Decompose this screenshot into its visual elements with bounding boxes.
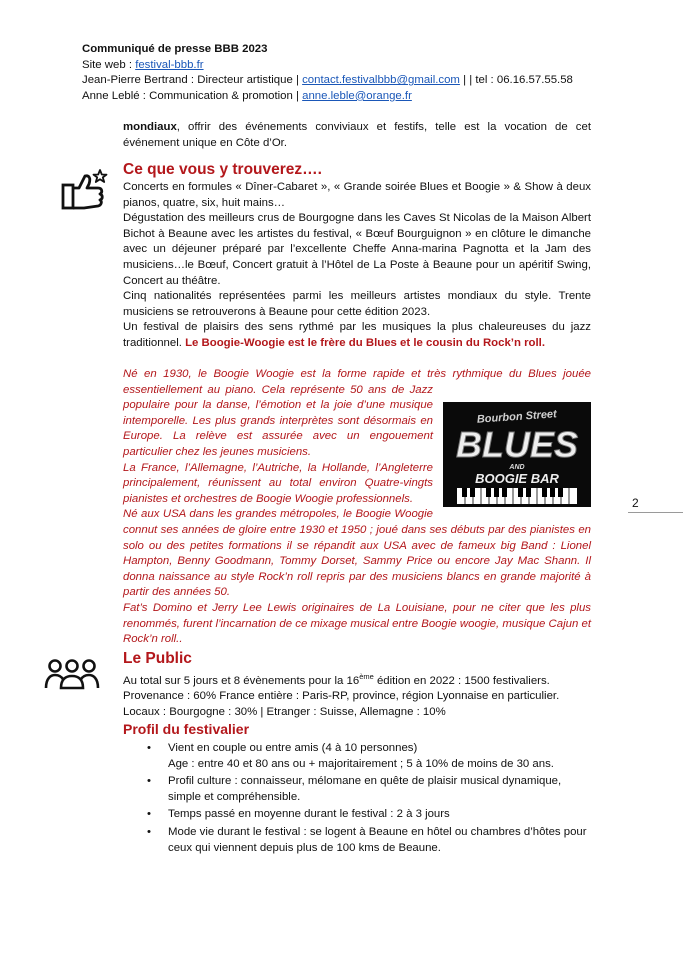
section-title-public: Le Public [123, 650, 192, 667]
history-text [123, 367, 591, 648]
section-title-profile: Profil du festivalier [123, 721, 250, 737]
logo-line-2: BLUES [455, 424, 579, 465]
section-title-what-you-find: Ce que vous y trouverez…. [123, 161, 322, 178]
festival-text: Un festival de plaisirs des sens rythmé par les musiques la plus chaleureuses du jazz traditionnel. [123, 321, 591, 349]
website-label: Site web : [82, 58, 136, 71]
tasting-paragraph: Dégustation des meilleurs crus de Bourgogne dans les Caves St Nicolas de la Maison Albert Bichot à Beaune avec les artistes du festival, « Bœuf Bourguignon » en clôture le dimanche avec un déjeuner préparé par l’excellente Cheffe Anna-marina Pagnotta et la Jam des musiciens…le Bœuf, Concert gratuit à l’Hôtel de La Poste à Beaune pour un apéritif Swing, Concert au théâtre. [123, 212, 591, 287]
contact-line-director [82, 73, 573, 89]
profile-item-text: • Temps passé en moyenne durant le festival : 2 à 3 jours [168, 808, 450, 821]
director-email-link[interactable]: contact.festivalbbb@gmail.com [302, 74, 460, 87]
communication-label: Anne Leblé : Communication & promotion | [82, 89, 303, 102]
intro-paragraph [123, 120, 591, 151]
piano-keys-graphic [457, 488, 577, 504]
list-item [145, 807, 593, 823]
website-line [82, 58, 573, 74]
history-paragraph-4: Fat’s Domino et Jerry Lee Lewis originaires de La Louisiane, pour ne citer que les plus renommés, furent l’incarnation de ce mixage musical entre Boogie woogie, musique Cajun et Rock’n roll.. [123, 601, 591, 646]
history-paragraph-3: Né aux USA dans les grandes métropoles, le Boogie Woogie connut ses années de gloire entre 1930 et 1950 ; joué dans ses débuts par des pianistes en solo ou des petites formations il se répandit aux USA avec de fameux big Band : Lionel Hampton, Benny Goodmann, Tommy Dorset, Sammy Price ou encore Jay Mac Shann. Il donna naissance au style Rock’n roll repris par des musiciens blancs en grande majorité à partir des années 50. [123, 508, 591, 599]
festival-highlight: Le Boogie-Woogie est le frère du Blues et le cousin du Rock’n roll. [185, 336, 545, 349]
profile-list [145, 741, 593, 856]
history-paragraph-1b: Né en 1930, le Boogie Woogie est la forme rapide et très rythmique du Blues jouée essentiellement au piano. Cela représente 50 ans de Jazz populaire pour la danse, l’émotion et la joie d’une musique intemporelle. Les plus grands interprètes sont désormais en Europe. La relève est assurée avec un engouement particulier chez les jeunes musiciens. [123, 368, 591, 458]
profile-item-text: • Vient en couple ou entre amis (4 à 10 personnes) [168, 742, 418, 754]
public-total-line [123, 669, 591, 689]
history-paragraph-2: La France, l’Allemagne, l’Autriche, la Hollande, l’Angleterre principalement, réunissent au total environ Quatre-vingts pianistes et orchestres de Boogie Woogie professionnels. [123, 461, 433, 505]
public-locals-line: Locaux : Bourgogne : 30% | Etranger : Suisse, Allemagne : 10% [123, 705, 446, 718]
nationalities-paragraph: Cinq nationalités représentées parmi les meilleurs artistes mondiaux du style. Trente musiciens se retrouverons à Beaune pour cette édition 2023. [123, 290, 591, 318]
page-number-rule [628, 512, 683, 513]
audience-icon [44, 658, 100, 690]
public-total-sup: ème [359, 672, 374, 681]
logo-line-1: Bourbon Street [476, 408, 558, 426]
thumbs-up-icon [60, 168, 110, 212]
intro-bold: mondiaux [123, 121, 177, 133]
public-origin-line: Provenance : 60% France entière : Paris-RP, province, région Lyonnaise en particulier. [123, 690, 560, 703]
concerts-paragraph: Concerts en formules « Dîner-Cabaret », « Grande soirée Blues et Boogie » & Show à deux pianos, quatre, six, huit mains… [123, 181, 591, 209]
list-item [145, 774, 593, 805]
list-item [145, 825, 593, 856]
director-phone: | | tel : 06.16.57.55.58 [459, 74, 573, 87]
list-item [145, 741, 593, 772]
press-header [82, 42, 573, 104]
intro-text: , offrir des événements conviviaux et festifs, telle est la vocation de cet événement unique en Côte d’Or. [123, 121, 591, 149]
logo-line-4: BOOGIE BAR [475, 471, 559, 486]
profile-item-text: • Mode vie durant le festival : se logent à Beaune en hôtel ou chambres d’hôtes pour ceux qui viennent depuis plus de 100 kms de Beaune. [168, 825, 587, 854]
profile-item-text: • Profil culture : connaisseur, mélomane en quête de plaisir musical dynamique, simple et compréhensible. [168, 775, 562, 803]
public-total-text: Au total sur 5 jours et 8 évènements pour la 16 [123, 674, 360, 687]
profile-item-subtext: Age : entre 40 et 80 ans ou + majoritairement ; 5 à 10% de moins de 30 ans. [168, 757, 554, 770]
contact-line-communication [82, 89, 573, 105]
page-number: 2 [632, 496, 639, 510]
logo-line-3: AND [509, 464, 525, 471]
press-title: Communiqué de presse BBB 2023 [82, 43, 268, 55]
public-total-text-end: édition en 2022 : 1500 festivaliers. [373, 674, 550, 687]
festival-paragraph [123, 320, 591, 351]
website-link[interactable]: festival-bbb.fr [135, 58, 204, 71]
logo-graphic [443, 402, 591, 507]
public-body [123, 669, 591, 721]
blues-boogie-bar-logo [443, 402, 591, 507]
communication-email-link[interactable]: anne.leble@orange.fr [302, 89, 412, 102]
director-label: Jean-Pierre Bertrand : Directeur artistique | [82, 74, 303, 87]
section-what-you-find-body [123, 180, 591, 352]
